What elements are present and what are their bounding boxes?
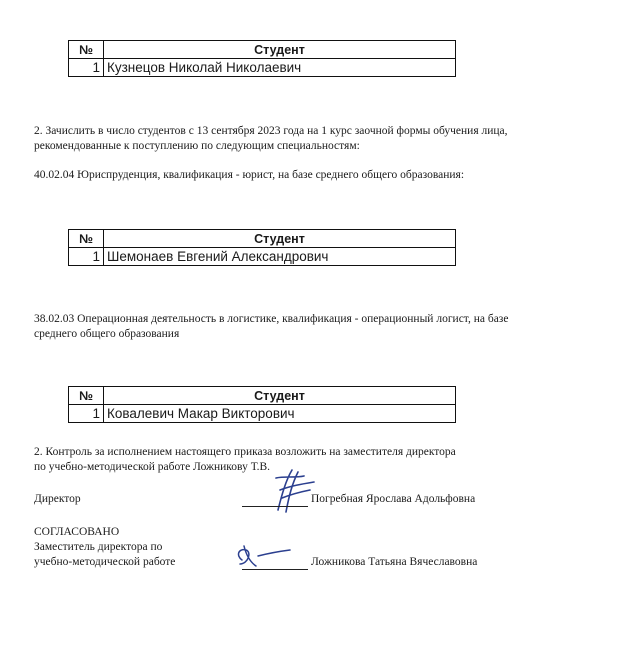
director-title: Директор [34, 493, 81, 505]
director-signature-line [242, 506, 308, 507]
director-signature [262, 468, 322, 514]
table-row [69, 59, 456, 77]
row-number: 1 [69, 59, 104, 77]
table-header-row [69, 387, 456, 405]
table-row [69, 248, 456, 266]
control-line2: по учебно-методической работе Ложникову Т.В. [34, 461, 270, 473]
student-name: Ковалевич Макар Викторович [104, 405, 456, 423]
clause2-line1: 2. Зачислить в число студентов с 13 сентября 2023 года на 1 курс заочной формы обучения лица, [34, 125, 508, 137]
clause2-line2: рекомендованные к поступлению по следующим специальностям: [34, 140, 360, 152]
approval-title-line1: Заместитель директора по [34, 541, 163, 553]
students-table-1 [68, 40, 456, 77]
specialty-1: 40.02.04 Юриспруденция, квалификация - юрист, на базе среднего общего образования: [34, 169, 465, 181]
students-table-2 [68, 229, 456, 266]
specialty-2-line2: среднего общего образования [34, 328, 180, 340]
deputy-signature-line [242, 569, 308, 570]
header-student: Студент [104, 387, 456, 405]
row-number: 1 [69, 248, 104, 266]
approval-title-line2: учебно-методической работе [34, 556, 176, 568]
students-table-3 [68, 386, 456, 423]
header-student: Студент [104, 41, 456, 59]
director-name: Погребная Ярослава Адольфовна [311, 493, 476, 505]
deputy-signature [232, 542, 302, 572]
table-header-row [69, 41, 456, 59]
header-number: № [69, 387, 104, 405]
student-name: Кузнецов Николай Николаевич [104, 59, 456, 77]
header-number: № [69, 41, 104, 59]
specialty-2-line1: 38.02.03 Операционная деятельность в логистике, квалификация - операционный логист, на базе [34, 313, 509, 325]
row-number: 1 [69, 405, 104, 423]
header-number: № [69, 230, 104, 248]
approval-name: Ложникова Татьяна Вячеславовна [311, 556, 478, 568]
student-name: Шемонаев Евгений Александрович [104, 248, 456, 266]
header-student: Студент [104, 230, 456, 248]
table-header-row [69, 230, 456, 248]
table-row [69, 405, 456, 423]
approval-heading: СОГЛАСОВАНО [34, 526, 120, 538]
control-line1: 2. Контроль за исполнением настоящего приказа возложить на заместителя директора [34, 446, 456, 458]
